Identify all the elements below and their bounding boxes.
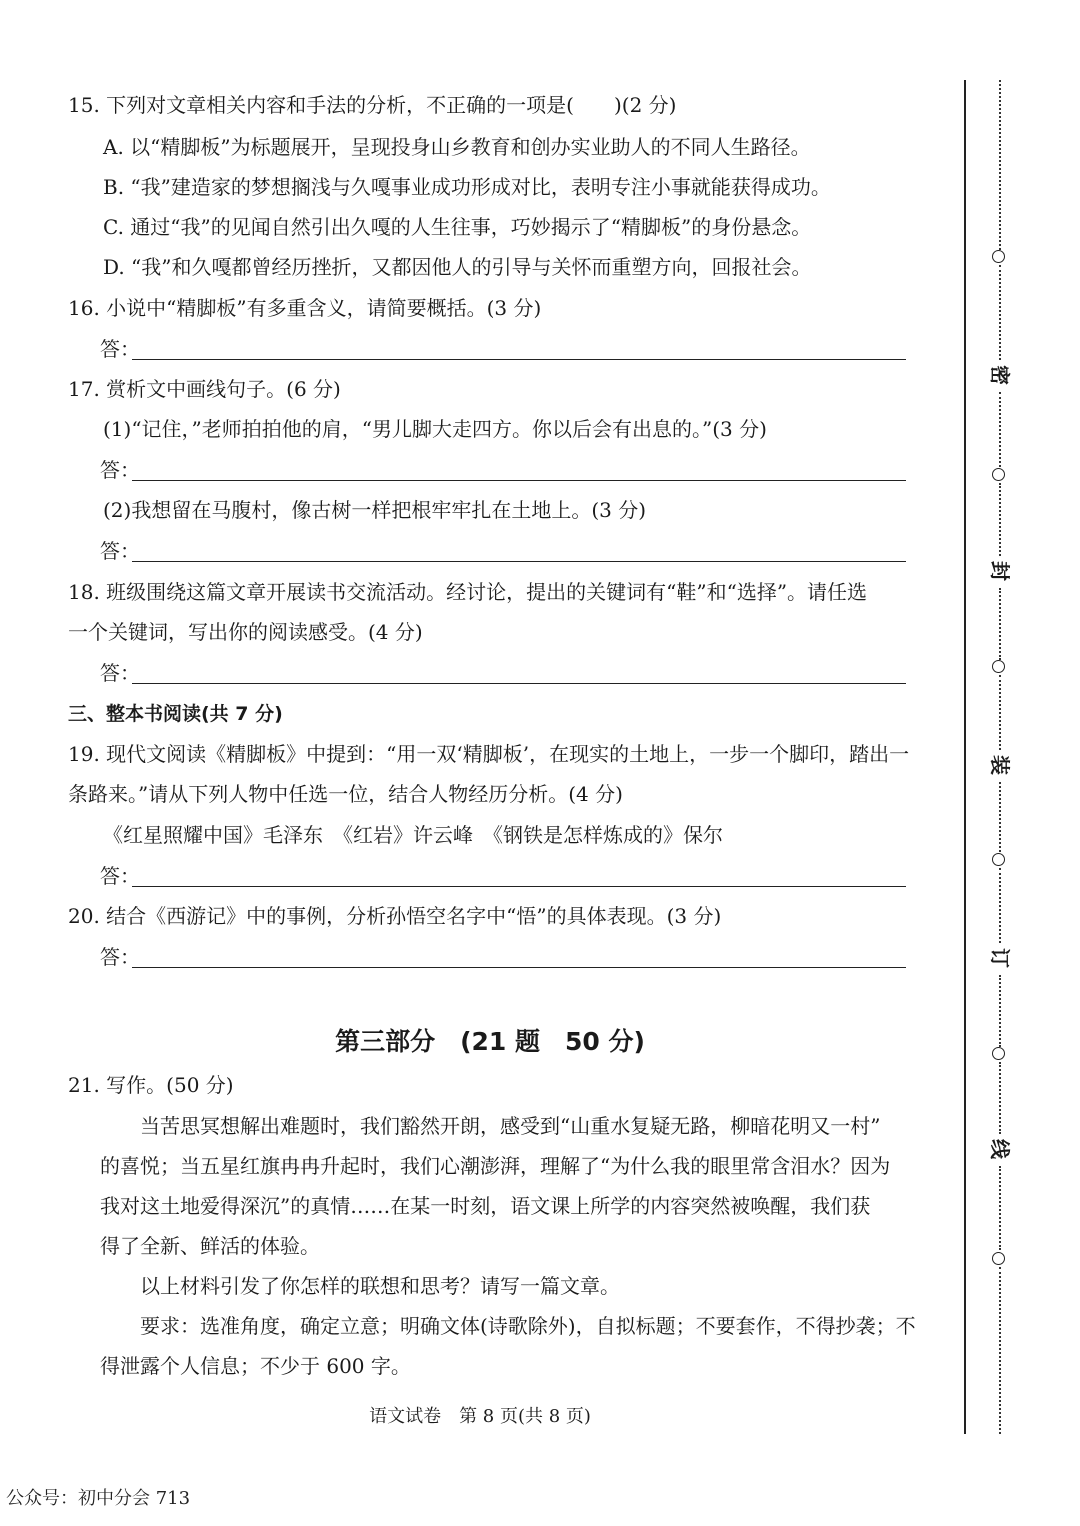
binding-dotted-line	[999, 975, 1001, 1047]
q21-para1-line3: 我对这土地爱得深沉”的真情……在某一时刻，语文课上所学的内容突然被唤醒，我们获	[100, 1194, 871, 1218]
binding-char-ding: 订	[988, 948, 1012, 968]
q21-para1-line2: 的喜悦；当五星红旗冉冉升起时，我们心潮澎湃，理解了“为什么我的眼里常含泪水？因为	[100, 1154, 891, 1178]
binding-dotted-line	[999, 265, 1001, 360]
answer-line	[132, 561, 906, 562]
binding-dotted-line	[999, 1267, 1001, 1434]
page-footer: 语文试卷 第 8 页(共 8 页)	[369, 1406, 591, 1427]
binding-circle	[992, 853, 1005, 866]
q17-sub1: (1)“记住，”老师拍拍他的肩，“男儿脚大走四方。你以后会有出息的。”(3 分)	[103, 417, 767, 441]
q21-para2: 以上材料引发了你怎样的联想和思考？请写一篇文章。	[140, 1274, 620, 1298]
binding-char-zhuang: 装	[988, 755, 1012, 775]
answer-label: 答：	[100, 539, 140, 563]
q17-sub1-answer[interactable]	[100, 455, 906, 485]
answer-label: 答：	[100, 864, 140, 888]
q19-choices: 《红星照耀中国》毛泽东 《红岩》许云峰 《钢铁是怎样炼成的》保尔	[103, 823, 723, 847]
binding-char-feng: 封	[988, 561, 1012, 581]
part-three-title: 第三部分 (21 题 50 分)	[335, 1027, 645, 1056]
q21-para3-line2: 得泄露个人信息；不少于 600 字。	[100, 1354, 411, 1378]
answer-line	[132, 886, 906, 887]
binding-dotted-line	[999, 392, 1001, 467]
answer-line	[132, 967, 906, 968]
binding-dotted-line	[999, 483, 1001, 556]
answer-label: 答：	[100, 661, 140, 685]
q17-stem: 17. 赏析文中画线句子。(6 分)	[68, 377, 341, 401]
q17-sub2-answer[interactable]	[100, 536, 906, 566]
binding-dotted-line	[999, 1062, 1001, 1134]
q16-stem: 16. 小说中“精脚板”有多重含义，请简要概括。(3 分)	[68, 296, 542, 320]
binding-dotted-line	[999, 80, 1001, 250]
binding-char-mi: 密	[988, 365, 1012, 385]
section-heading: 三、整本书阅读(共 7 分)	[68, 703, 283, 725]
binding-margin-rule	[964, 80, 966, 1434]
q19-answer[interactable]	[100, 861, 906, 891]
binding-dotted-line	[999, 782, 1001, 852]
q15-stem: 15. 下列对文章相关内容和手法的分析，不正确的一项是( )(2 分)	[68, 93, 677, 117]
answer-label: 答：	[100, 945, 140, 969]
q21-para3-line1: 要求：选准角度，确定立意；明确文体(诗歌除外)，自拟标题；不要套作，不得抄袭；不	[140, 1314, 916, 1338]
q15-option-c: C. 通过“我”的见闻自然引出久嘎的人生往事，巧妙揭示了“精脚板”的身份悬念。	[103, 215, 812, 239]
answer-line	[132, 480, 906, 481]
binding-dotted-line	[999, 675, 1001, 750]
q15-option-a: A. 以“精脚板”为标题展开，呈现投身山乡教育和创办实业助人的不同人生路径。	[103, 135, 811, 159]
q16-answer[interactable]	[100, 334, 906, 364]
answer-line	[132, 683, 906, 684]
q21-para1-line1: 当苦思冥想解出难题时，我们豁然开朗，感受到“山重水复疑无路，柳暗花明又一村”	[140, 1114, 881, 1138]
q21-stem: 21. 写作。(50 分)	[68, 1073, 234, 1097]
q15-option-d: D. “我”和久嘎都曾经历挫折，又都因他人的引导与关怀而重塑方向，回报社会。	[103, 255, 812, 279]
watermark-text: 公众号：初中分会 713	[6, 1488, 191, 1509]
q20-answer[interactable]	[100, 942, 906, 972]
q15-option-b: B. “我”建造家的梦想搁浅与久嘎事业成功形成对比，表明专注小事就能获得成功。	[103, 175, 831, 199]
binding-dotted-line	[999, 588, 1001, 660]
q18-line1: 18. 班级围绕这篇文章开展读书交流活动。经讨论，提出的关键词有“鞋”和“选择”。请任选	[68, 580, 868, 604]
q21-para1-line4: 得了全新、鲜活的体验。	[100, 1234, 320, 1258]
q18-answer[interactable]	[100, 658, 906, 688]
binding-circle	[992, 1252, 1005, 1265]
binding-char-xian: 线	[988, 1139, 1012, 1159]
binding-circle	[992, 660, 1005, 673]
binding-circle	[992, 250, 1005, 263]
q17-sub2: (2)我想留在马腹村，像古树一样把根牢牢扎在土地上。(3 分)	[103, 498, 647, 522]
q20-stem: 20. 结合《西游记》中的事例，分析孙悟空名字中“悟”的具体表现。(3 分)	[68, 904, 722, 928]
binding-circle	[992, 468, 1005, 481]
binding-circle	[992, 1047, 1005, 1060]
binding-dotted-line	[999, 868, 1001, 943]
answer-label: 答：	[100, 337, 140, 361]
answer-label: 答：	[100, 458, 140, 482]
answer-line	[132, 359, 906, 360]
binding-dotted-line	[999, 1166, 1001, 1250]
q18-line2: 一个关键词，写出你的阅读感受。(4 分)	[68, 620, 423, 644]
q19-line1: 19. 现代文阅读《精脚板》中提到：“用一双‘精脚板’，在现实的土地上，一步一个脚印，踏出一	[68, 742, 910, 766]
q19-line2: 条路来。”请从下列人物中任选一位，结合人物经历分析。(4 分)	[68, 782, 623, 806]
